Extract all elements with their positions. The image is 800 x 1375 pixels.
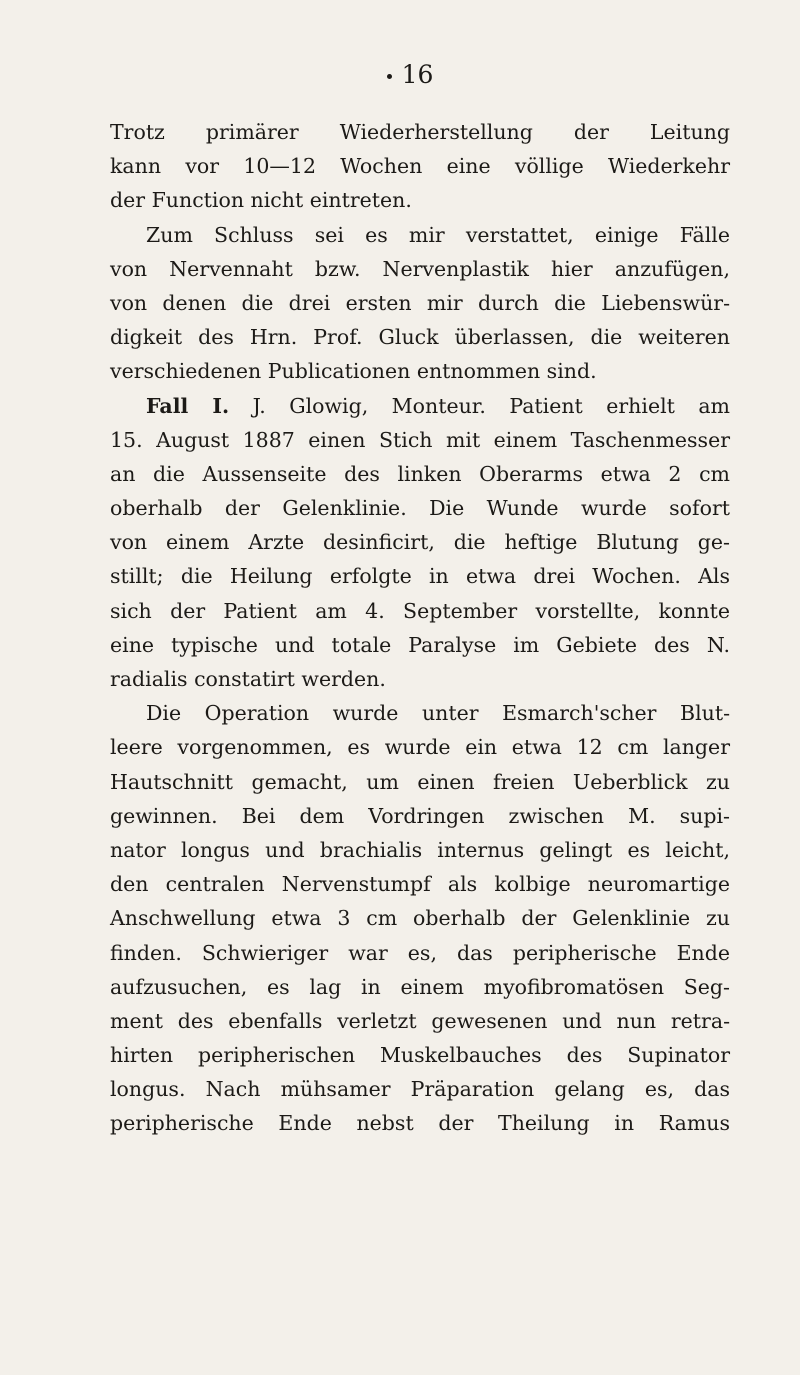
page-number-text: 16	[401, 60, 434, 89]
case-heading-rest: J. Glowig, Monteur. Patient erhielt am	[229, 393, 730, 418]
text-line: oberhalb der Gelenklinie. Die Wunde wurde sofort	[110, 496, 730, 521]
text-line: nator longus und brachialis internus gelingt es leicht,	[110, 837, 730, 862]
text-line: hirten peripherischen Muskelbauches des Supinator	[110, 1043, 730, 1068]
text-line: von Nervennaht bzw. Nervenplastik hier anzufügen,	[110, 256, 730, 281]
text-line: leere vorgenommen, es wurde ein etwa 12 cm langer	[110, 735, 730, 760]
text-line: gewinnen. Bei dem Vordringen zwischen M. supi-	[110, 803, 730, 828]
text-line: digkeit des Hrn. Prof. Gluck überlassen, die weiteren	[110, 325, 730, 350]
text-line: von einem Arzte desinficirt, die heftige Blutung ge-	[110, 530, 730, 555]
text-line: Hautschnitt gemacht, um einen freien Ueberblick zu	[110, 769, 730, 794]
case-heading: Fall I.	[146, 393, 230, 418]
text-line: aufzusuchen, es lag in einem myofibromatösen Seg-	[110, 974, 730, 999]
bullet-dot	[387, 74, 392, 79]
text-line-case-heading	[110, 389, 730, 423]
text-line: sich der Patient am 4. September vorstellte, konnte	[110, 598, 730, 623]
text-line: eine typische und totale Paralyse im Gebiete des N.	[110, 632, 730, 657]
body-text	[110, 115, 730, 1141]
text-line: finden. Schwieriger war es, das peripherische Ende	[110, 940, 730, 965]
text-line: den centralen Nervenstumpf als kolbige neuromartige	[110, 872, 730, 897]
text-line: radialis constatirt werden.	[110, 667, 386, 691]
text-line: longus. Nach mühsamer Präparation gelang es, das	[110, 1077, 730, 1102]
text-line: Zum Schluss sei es mir verstattet, einige Fälle	[146, 222, 730, 247]
text-line: von denen die drei ersten mir durch die Liebenswür-	[110, 290, 730, 315]
text-line: 15. August 1887 einen Stich mit einem Taschenmesser	[110, 427, 730, 452]
text-line: Trotz primärer Wiederherstellung der Leitung	[110, 120, 730, 144]
text-line: Die Operation wurde unter Esmarch'scher Blut-	[146, 701, 730, 726]
text-line: an die Aussenseite des linken Oberarms etwa 2 cm	[110, 461, 730, 486]
text-line: Anschwellung etwa 3 cm oberhalb der Gelenklinie zu	[110, 906, 730, 931]
text-line: verschiedenen Publicationen entnommen sind.	[110, 359, 597, 384]
text-line: der Function nicht eintreten.	[110, 188, 412, 213]
text-line: peripherische Ende nebst der Theilung in Ramus	[110, 1111, 730, 1136]
page-number	[0, 60, 800, 90]
text-line: kann vor 10—12 Wochen eine völlige Wiederkehr	[110, 154, 730, 179]
text-line: stillt; die Heilung erfolgte in etwa drei Wochen. Als	[110, 564, 730, 589]
text-line: ment des ebenfalls verletzt gewesenen und nun retra-	[110, 1008, 730, 1033]
